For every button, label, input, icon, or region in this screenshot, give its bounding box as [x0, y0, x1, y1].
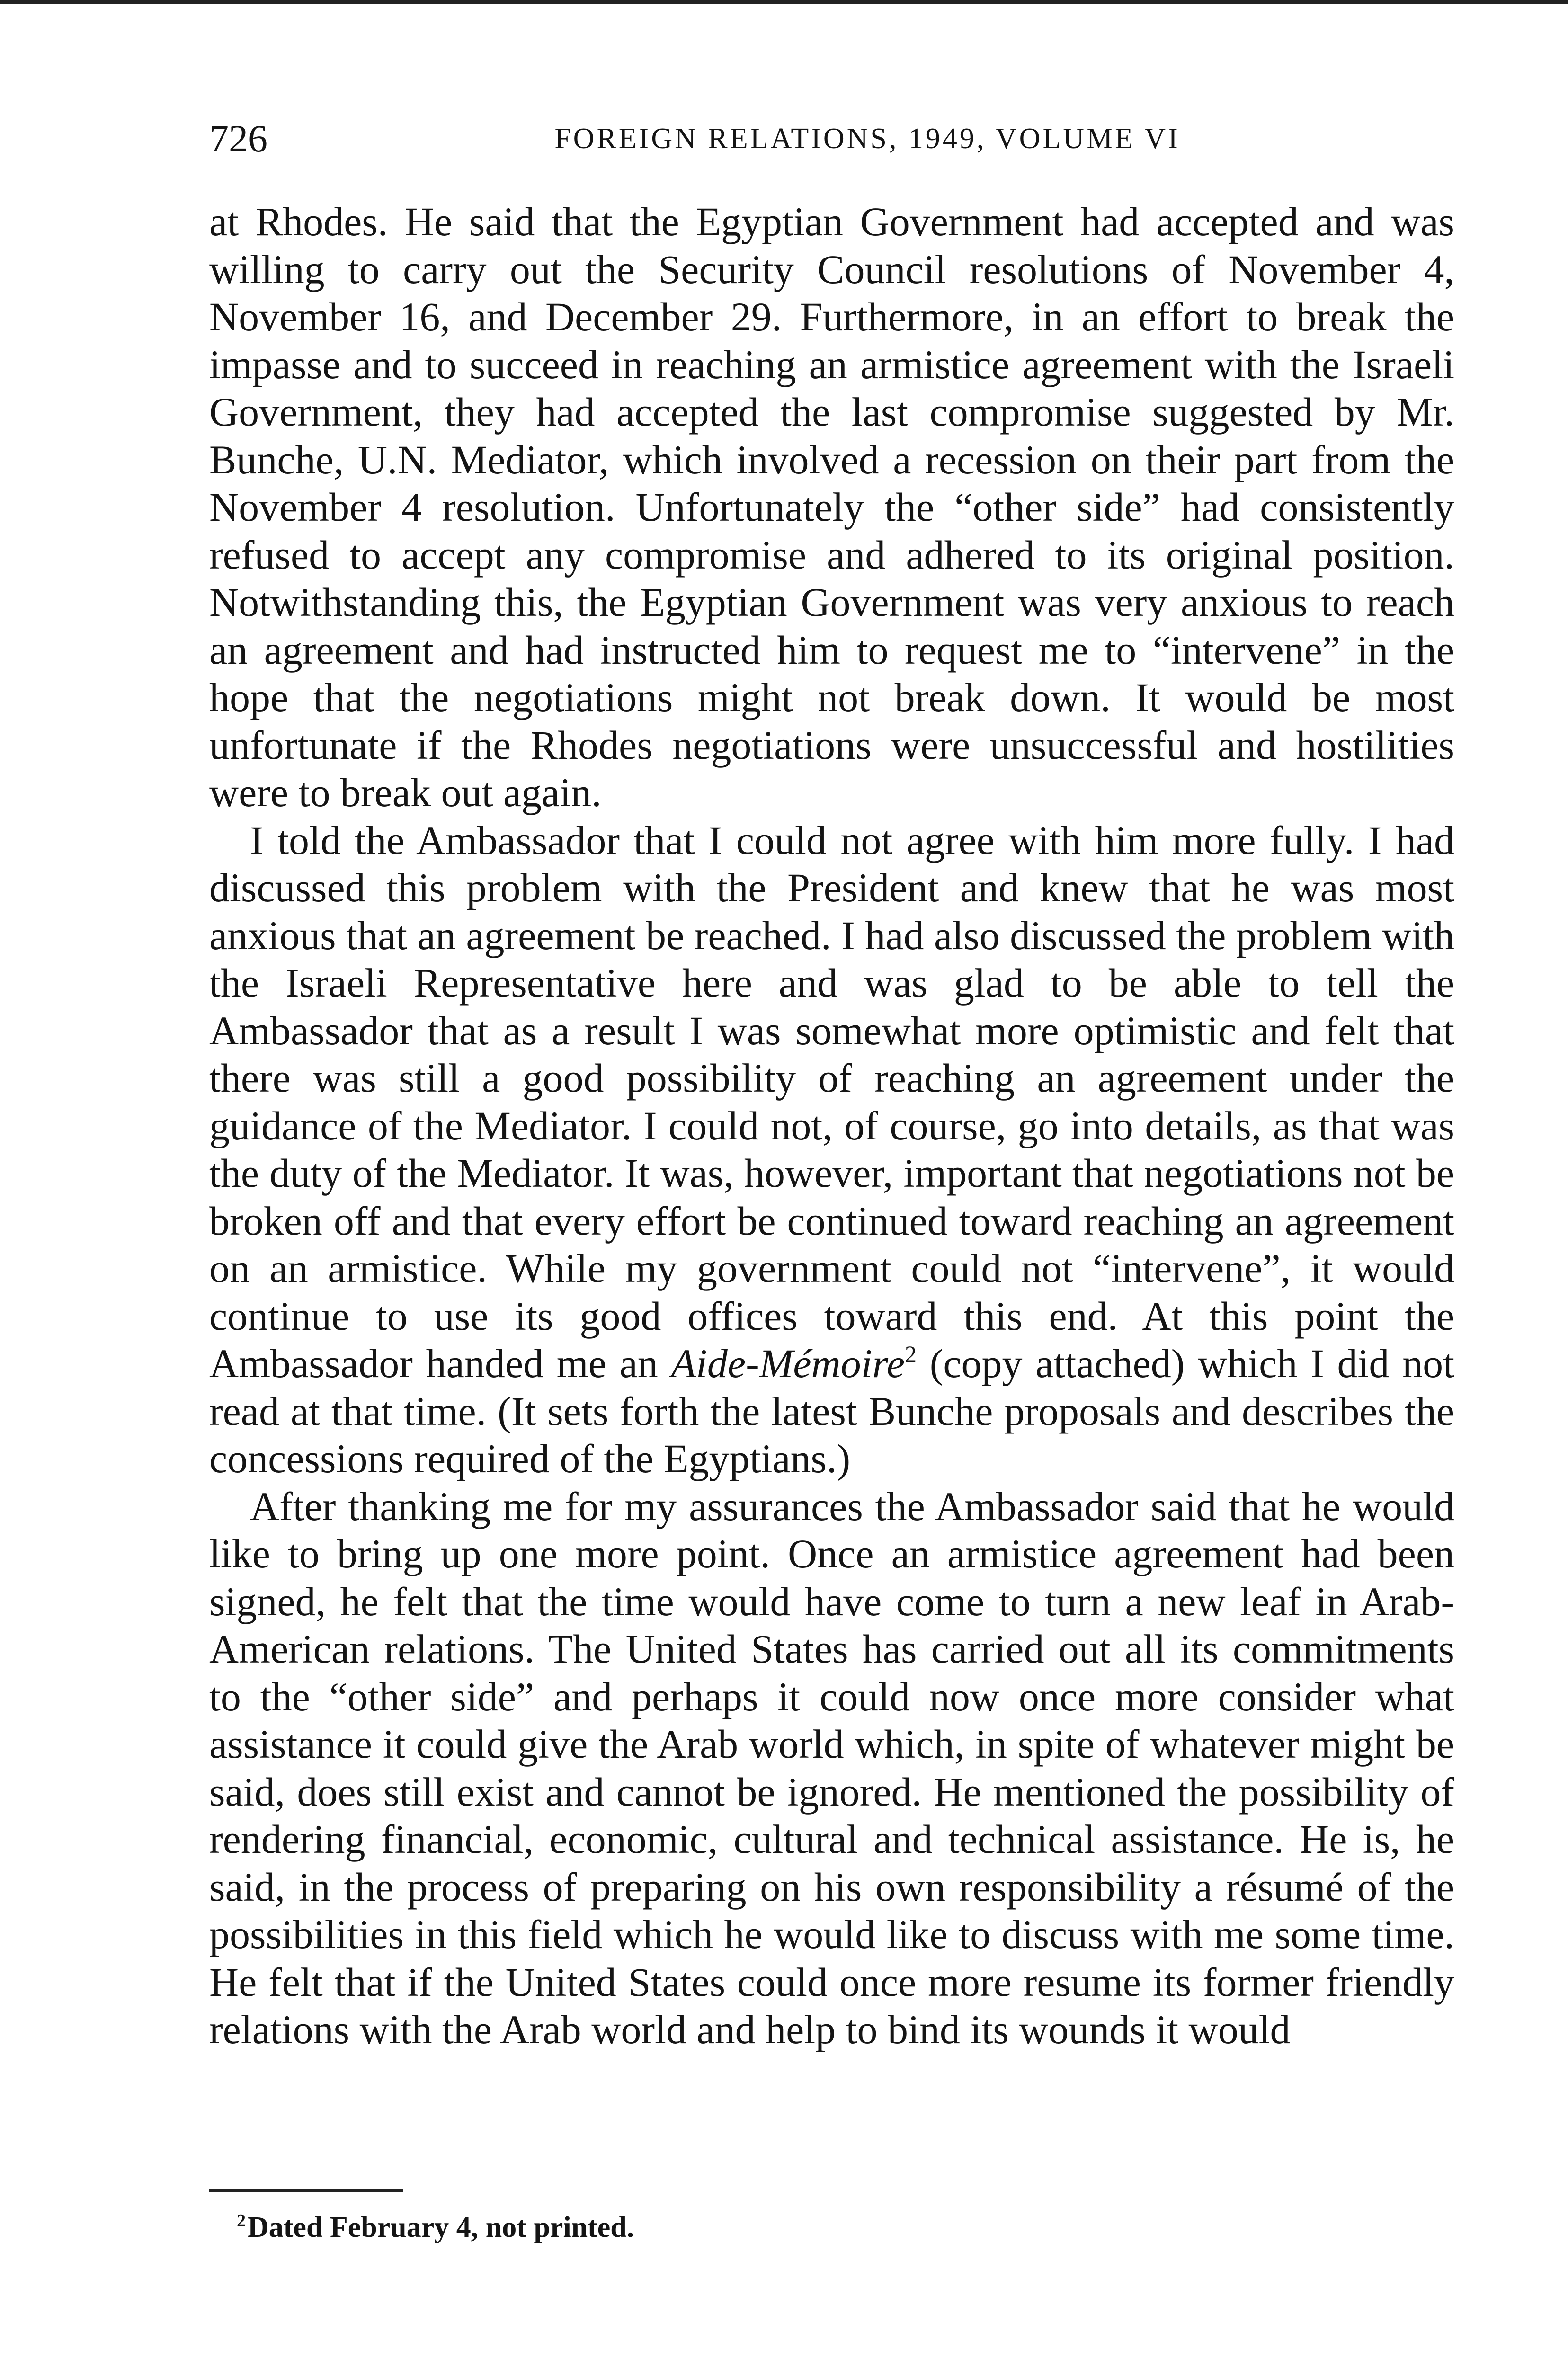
footnote-reference: 2 [905, 1341, 917, 1367]
footnote-divider [209, 2189, 403, 2192]
running-title: FOREIGN RELATIONS, 1949, VOLUME VI [554, 123, 1180, 155]
page-number: 726 [209, 117, 267, 160]
footnote [237, 2208, 634, 2246]
footnote-mark: 2 [237, 2211, 246, 2231]
aide-memoire-term: Aide-Mémoire [671, 1341, 905, 1386]
paragraph-2 [209, 817, 1454, 1483]
page-top-edge [0, 0, 1568, 4]
paragraph-2-continuation: (copy attached) which I did not read at that time. (It sets forth the latest Bunche proposals and describes the concessions required of the Egyptians.) [209, 1341, 1455, 1481]
running-head [209, 113, 1454, 165]
body-text [209, 198, 1454, 2054]
paragraph-1: at Rhodes. He said that the Egyptian Government had accepted and was willing to carry out the Security Council resolutions of November 4, November 16, and December 29. Furthermore, in an effort to break the impasse and to succeed in reaching an armistice agreement with the Israeli Government, they had accepted the last compromise suggested by Mr. Bunche, U.N. Mediator, which involved a recession on their part from the November 4 resolution. Unfortunately the “other side” had consistently refused to accept any compromise and adhered to its original position. Notwithstanding this, the Egyptian Government was very anxious to reach an agreement and had instructed him to request me to “intervene” in the hope that the negotiations might not break down. It would be most unfortunate if the Rhodes negotiations were unsuccessful and hostilities were to break out again. [209, 199, 1454, 815]
footnote-text: Dated February 4, not printed. [248, 2211, 634, 2243]
paragraph-2-text: I told the Ambassador that I could not agree with him more fully. I had discussed this problem with the President and knew that he was most anxious that an agreement be reached. I had also discussed the problem with the Israeli Representative here and was glad to be able to tell the Ambassador that as a result I was somewhat more optimistic and felt that there was still a good possibility of reaching an agreement under the guidance of the Mediator. I could not, of course, go into details, as that was the duty of the Mediator. It was, however, important that negotiations not be broken off and that every effort be continued toward reaching an agreement on an armistice. While my government could not “intervene”, it would continue to use its good offices toward this end. At this point the Ambassador handed me an [209, 817, 1454, 1386]
paragraph-3: After thanking me for my assurances the Ambassador said that he would like to bring up one more point. Once an armistice agreement had been signed, he felt that the time would have come to turn a new leaf in Arab-American relations. The United States has carried out all its commitments to the “other side” and perhaps it could now once more consider what assistance it could give the Arab world which, in spite of whatever might be said, does still exist and cannot be ignored. He mentioned the possibility of rendering financial, economic, cultural and technical assistance. He is, he said, in the process of preparing on his own responsibility a résumé of the possibilities in this field which he would like to discuss with me some time. He felt that if the United States could once more resume its former friendly relations with the Arab world and help to bind its wounds it would [209, 1483, 1454, 2052]
